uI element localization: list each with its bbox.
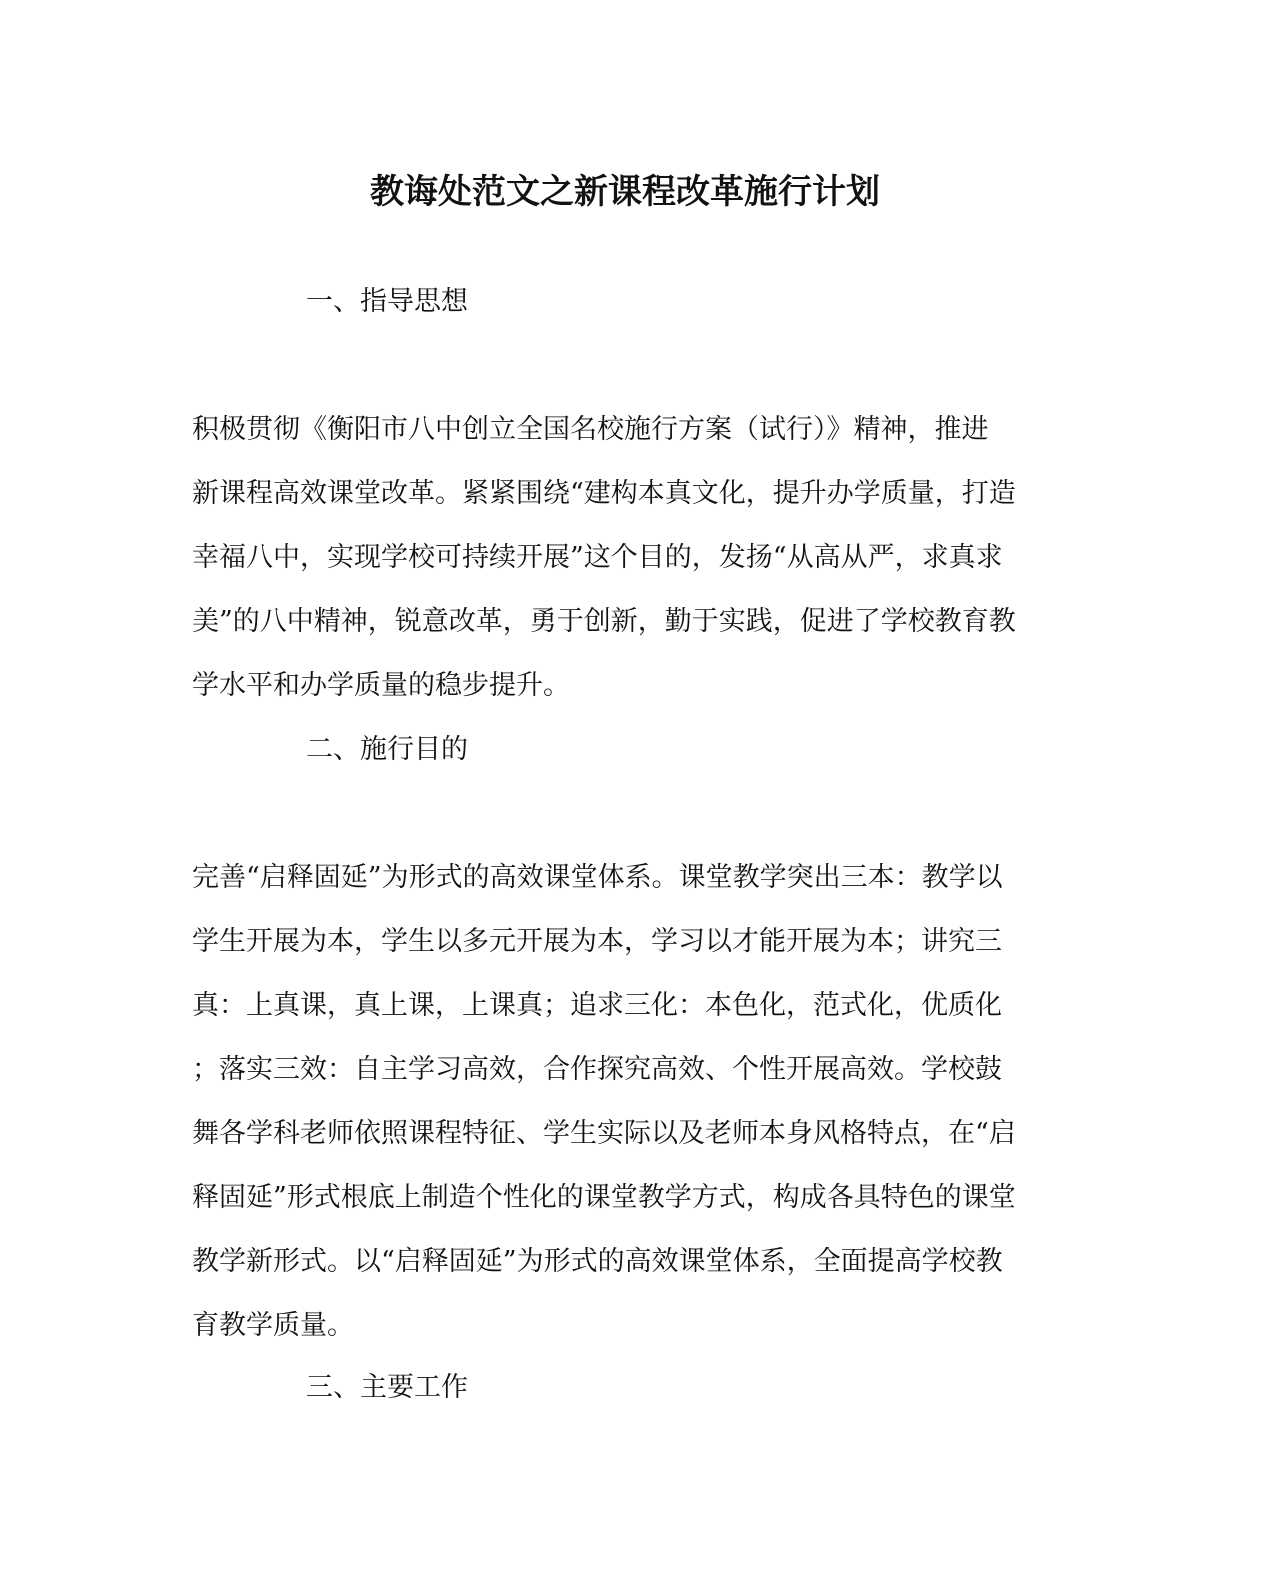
- paragraph-line: 完善“启释固延”为形式的高效课堂体系。课堂教学突出三本：教学以: [192, 862, 1003, 893]
- paragraph-line: 教学新形式。以“启释固延”为形式的高效课堂体系，全面提高学校教: [192, 1246, 1003, 1277]
- section-paragraph-guiding-thought: [192, 398, 1067, 718]
- paragraph-line: ；落实三效：自主学习高效，合作探究高效、个性开展高效。学校鼓: [192, 1054, 1002, 1085]
- document-title: 教诲处范文之新课程改革施行计划: [370, 172, 880, 212]
- paragraph-line: 释固延”形式根底上制造个性化的课堂教学方式，构成各具特色的课堂: [192, 1182, 1016, 1213]
- paragraph-line: 学水平和办学质量的稳步提升。: [192, 670, 570, 701]
- section-heading-main-work: 三、主要工作: [306, 1372, 468, 1403]
- paragraph-line: 幸福八中，实现学校可持续开展”这个目的，发扬“从高从严，求真求: [192, 542, 1003, 573]
- paragraph-line: 美”的八中精神，锐意改革，勇于创新，勤于实践，促进了学校教育教: [192, 606, 1016, 637]
- paragraph-line: 舞各学科老师依照课程特征、学生实际以及老师本身风格特点，在“启: [192, 1118, 1016, 1149]
- paragraph-line: 真：上真课，真上课，上课真；追求三化：本色化，范式化，优质化: [192, 990, 1002, 1021]
- paragraph-line: 新课程高效课堂改革。紧紧围绕“建构本真文化，提升办学质量，打造: [192, 478, 1016, 509]
- paragraph-line: 学生开展为本，学生以多元开展为本，学习以才能开展为本；讲究三: [192, 926, 1002, 957]
- section-heading-guiding-thought: 一、指导思想: [306, 286, 468, 317]
- section-heading-objectives: 二、施行目的: [306, 734, 468, 765]
- paragraph-line: 积极贯彻《衡阳市八中创立全国名校施行方案（试行）》精神，推进: [192, 414, 989, 445]
- section-paragraph-objectives: [192, 846, 1067, 1358]
- paragraph-line: 育教学质量。: [192, 1310, 354, 1341]
